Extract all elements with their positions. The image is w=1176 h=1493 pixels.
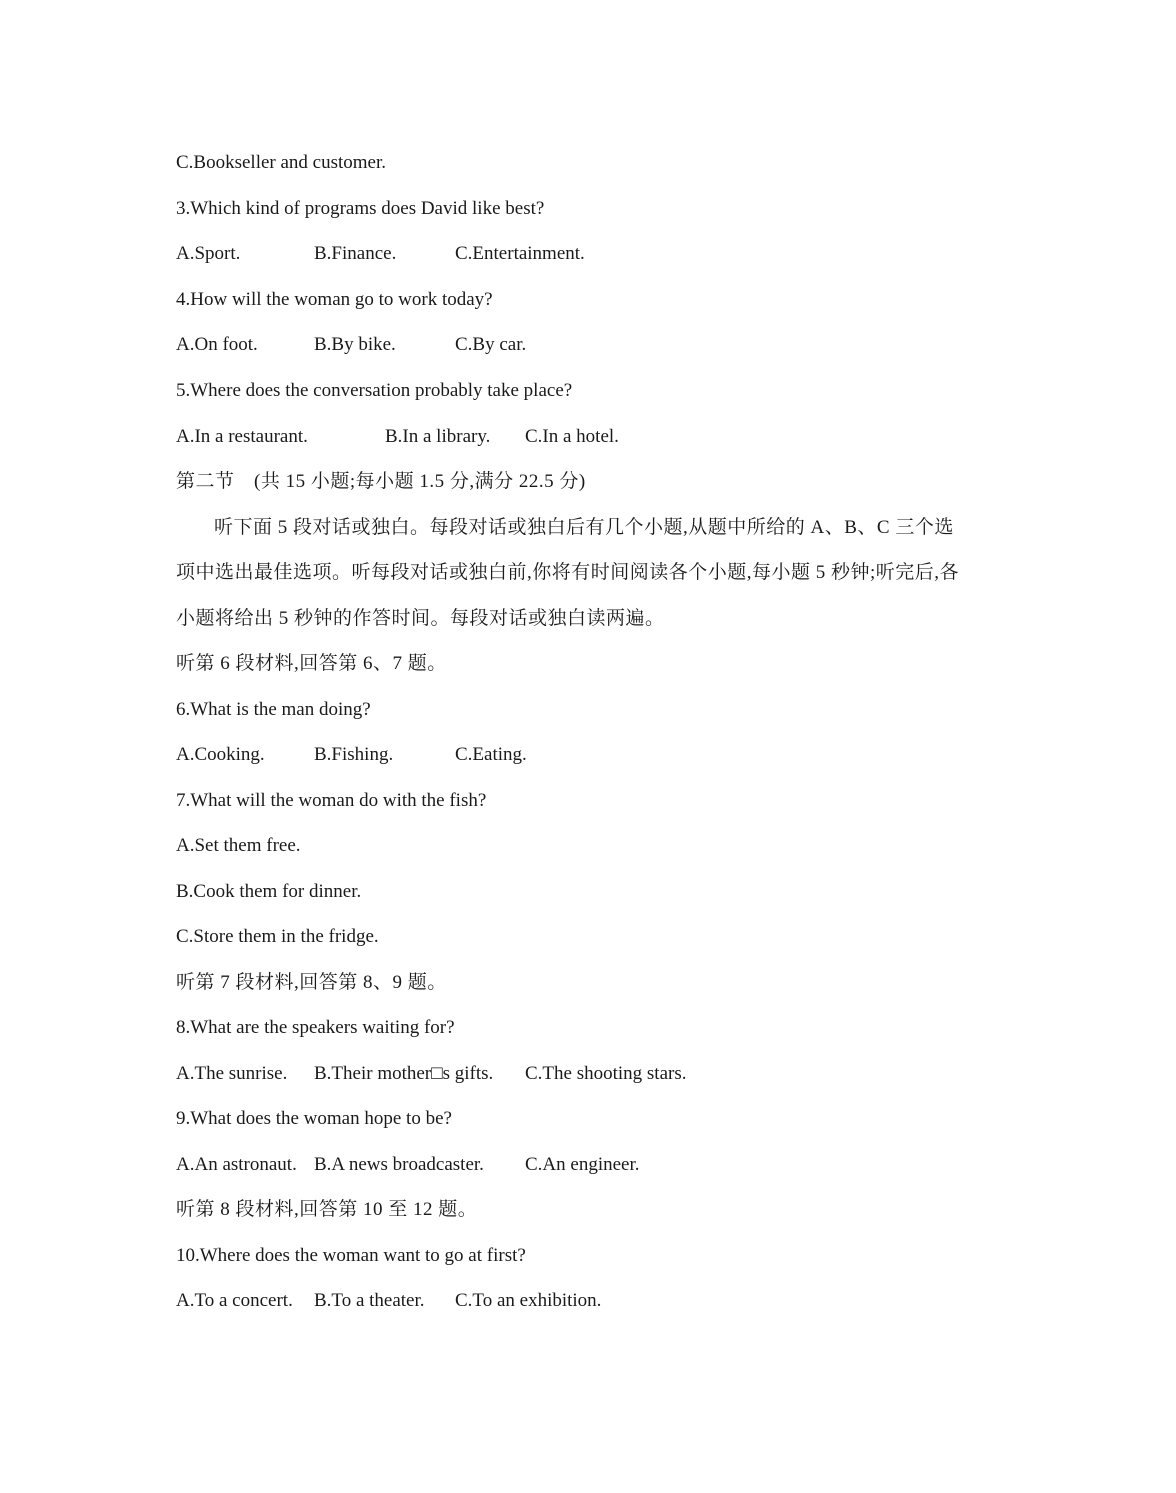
q5-option-c: C.In a hotel. — [525, 426, 619, 447]
q7-option-a: A.Set them free. — [176, 835, 301, 856]
q9-option-c: C.An engineer. — [525, 1154, 640, 1175]
instructions-line-3: 小题将给出 5 秒钟的作答时间。每段对话或独白读两遍。 — [176, 608, 665, 629]
q3-option-b: B.Finance. — [314, 243, 397, 264]
q4-option-c: C.By car. — [455, 334, 527, 355]
q3-question: 3.Which kind of programs does David like best? — [176, 198, 545, 219]
q7-option-b: B.Cook them for dinner. — [176, 881, 362, 902]
q10-option-b: B.To a theater. — [314, 1290, 425, 1311]
q6-question: 6.What is the man doing? — [176, 699, 371, 720]
q4-question: 4.How will the woman go to work today? — [176, 289, 493, 310]
q9-question: 9.What does the woman hope to be? — [176, 1108, 452, 1129]
q8-option-b: B.Their mother□s gifts. — [314, 1063, 494, 1084]
q9-option-b: B.A news broadcaster. — [314, 1154, 484, 1175]
q8-option-c: C.The shooting stars. — [525, 1063, 687, 1084]
q6-option-b: B.Fishing. — [314, 744, 394, 765]
q6-option-c: C.Eating. — [455, 744, 527, 765]
q8-question: 8.What are the speakers waiting for? — [176, 1017, 455, 1038]
material-8-heading: 听第 8 段材料,回答第 10 至 12 题。 — [176, 1199, 478, 1220]
q10-option-a: A.To a concert. — [176, 1290, 293, 1311]
q10-option-c: C.To an exhibition. — [455, 1290, 602, 1311]
q7-question: 7.What will the woman do with the fish? — [176, 790, 487, 811]
q3-option-a: A.Sport. — [176, 243, 241, 264]
q4-option-a: A.On foot. — [176, 334, 258, 355]
q9-option-a: A.An astronaut. — [176, 1154, 297, 1175]
q3-option-c: C.Entertainment. — [455, 243, 585, 264]
q5-option-a: A.In a restaurant. — [176, 426, 308, 447]
q5-question: 5.Where does the conversation probably take place? — [176, 380, 573, 401]
q4-option-b: B.By bike. — [314, 334, 396, 355]
q8-option-a: A.The sunrise. — [176, 1063, 288, 1084]
material-7-heading: 听第 7 段材料,回答第 8、9 题。 — [176, 972, 447, 993]
material-6-heading: 听第 6 段材料,回答第 6、7 题。 — [176, 653, 447, 674]
instructions-line-1: 听下面 5 段对话或独白。每段对话或独白后有几个小题,从题中所给的 A、B、C 三个选 — [214, 517, 954, 538]
section-2-heading: 第二节 (共 15 小题;每小题 1.5 分,满分 22.5 分) — [176, 471, 586, 492]
instructions-line-2: 项中选出最佳选项。听每段对话或独白前,你将有时间阅读各个小题,每小题 5 秒钟;听完后,各 — [176, 562, 960, 583]
q5-option-b: B.In a library. — [385, 426, 491, 447]
q6-option-a: A.Cooking. — [176, 744, 265, 765]
q2-option-c: C.Bookseller and customer. — [176, 152, 387, 173]
q10-question: 10.Where does the woman want to go at first? — [176, 1245, 526, 1266]
q7-option-c: C.Store them in the fridge. — [176, 926, 379, 947]
